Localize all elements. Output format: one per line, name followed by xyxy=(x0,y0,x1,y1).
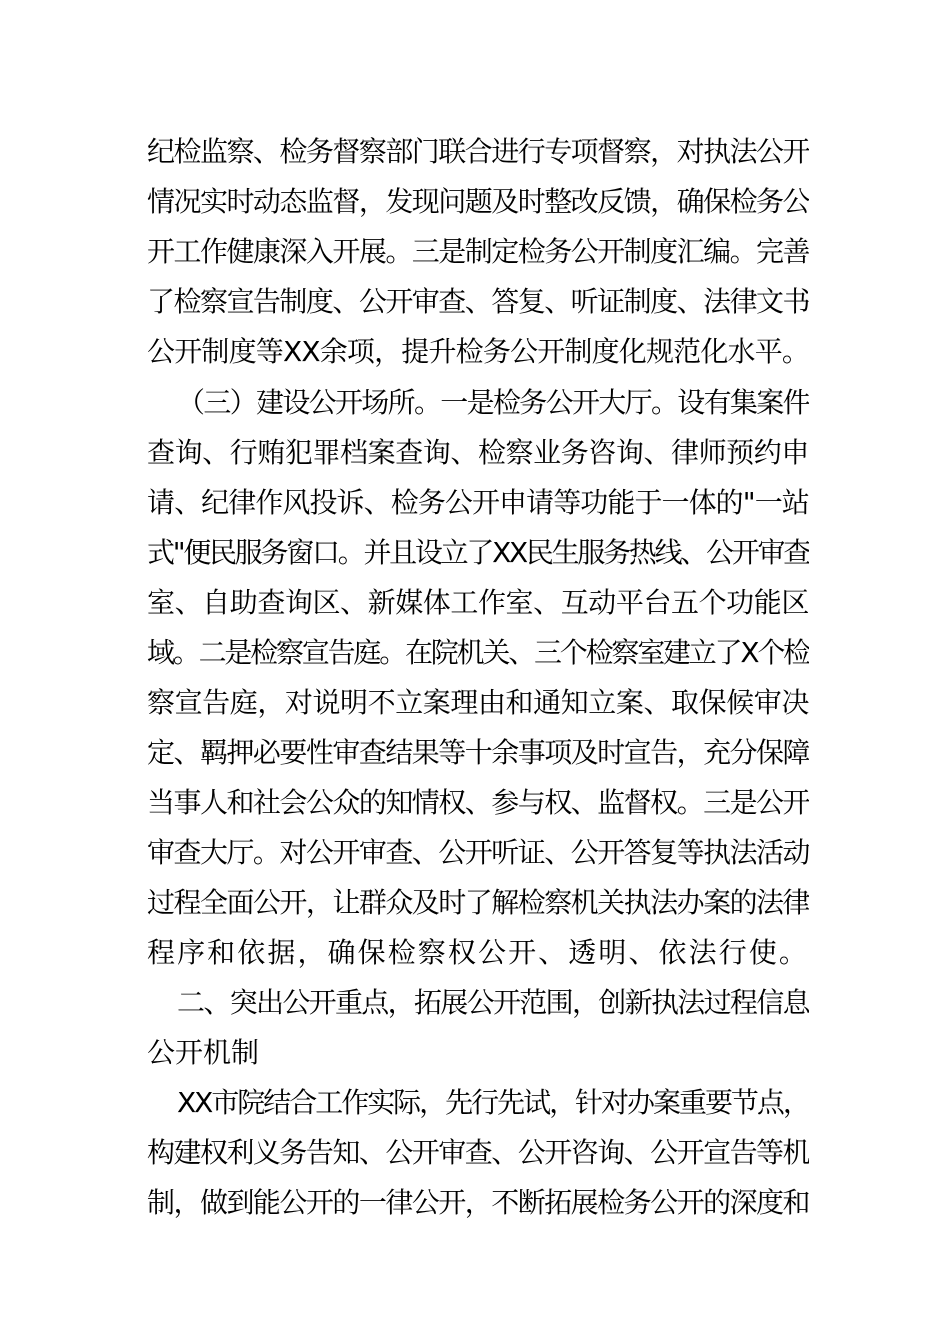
text-line: 程序和依据，确保检察权公开、透明、依法行使。 xyxy=(147,936,809,969)
text-line: 域。二是检察宣告庭。在院机关、三个检察室建立了X个检 xyxy=(147,636,809,669)
text-line: 构建权利义务告知、公开审查、公开咨询、公开宣告等机 xyxy=(147,1136,809,1169)
text-line: 过程全面公开，让群众及时了解检察机关执法办案的法律 xyxy=(147,886,809,919)
text-line: 当事人和社会公众的知情权、参与权、监督权。三是公开 xyxy=(147,786,809,819)
text-line: 开工作健康深入开展。三是制定检务公开制度汇编。完善 xyxy=(147,235,809,268)
text-line: 定、羁押必要性审查结果等十余事项及时宣告，充分保障 xyxy=(147,736,809,769)
text-line: 公开制度等XX余项，提升检务公开制度化规范化水平。 xyxy=(147,335,809,368)
text-line: 式"便民服务窗口。并且设立了XX民生服务热线、公开审查 xyxy=(147,536,809,569)
section-heading-line: 公开机制 xyxy=(147,1036,260,1069)
text-line: XX市院结合工作实际，先行先试，针对办案重要节点， xyxy=(177,1086,809,1119)
text-line: 审查大厅。对公开审查、公开听证、公开答复等执法活动 xyxy=(147,836,809,869)
section-heading-line: （三）建设公开场所。一是检务公开大厅。设有集案件 xyxy=(177,386,809,419)
text-line: 室、自助查询区、新媒体工作室、互动平台五个功能区 xyxy=(147,586,809,619)
text-line: 查询、行贿犯罪档案查询、检察业务咨询、律师预约申 xyxy=(147,436,809,469)
text-line: 制，做到能公开的一律公开，不断拓展检务公开的深度和 xyxy=(147,1186,809,1219)
text-line: 情况实时动态监督，发现问题及时整改反馈，确保检务公 xyxy=(147,185,809,218)
text-line: 请、纪律作风投诉、检务公开申请等功能于一体的"一站 xyxy=(147,486,809,519)
section-heading-line: 二、突出公开重点，拓展公开范围，创新执法过程信息 xyxy=(177,986,809,1019)
text-line: 察宣告庭，对说明不立案理由和通知立案、取保候审决 xyxy=(147,686,809,719)
text-line: 了检察宣告制度、公开审查、答复、听证制度、法律文书 xyxy=(147,285,809,318)
text-line: 纪检监察、检务督察部门联合进行专项督察，对执法公开 xyxy=(147,135,809,168)
